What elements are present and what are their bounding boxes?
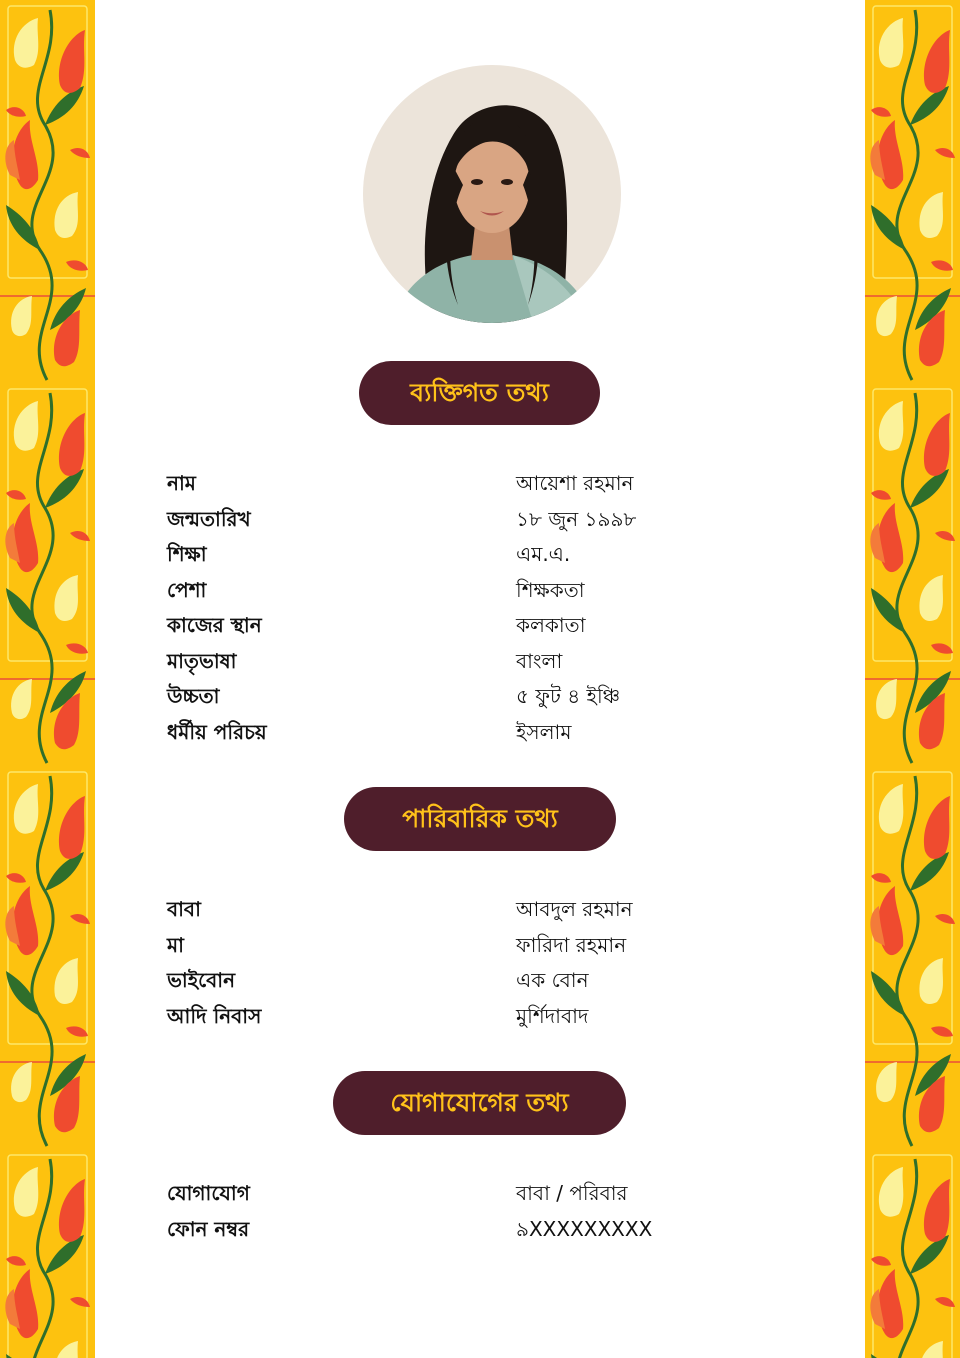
info-row xyxy=(167,999,727,1035)
info-row xyxy=(167,679,727,715)
family-info-list xyxy=(167,892,727,1034)
info-label: পেশা xyxy=(167,577,207,602)
profile-photo xyxy=(363,65,621,323)
info-row xyxy=(167,502,727,538)
info-value: আয়েশা রহমান xyxy=(516,471,634,495)
info-value: কলকাতা xyxy=(516,613,586,637)
info-value: ৯XXXXXXXXX xyxy=(516,1216,653,1241)
info-value: বাবা / পরিবার xyxy=(516,1181,628,1205)
personal-info-list xyxy=(167,466,727,750)
info-value: আবদুল রহমান xyxy=(516,897,633,921)
section-title-personal: ব্যক্তিগত তথ্য xyxy=(359,361,600,425)
info-label: উচ্চতা xyxy=(167,684,220,708)
info-row xyxy=(167,963,727,999)
info-value: মুর্শিদাবাদ xyxy=(516,1003,589,1028)
info-row xyxy=(167,928,727,964)
section-title-contact: যোগাযোগের তথ্য xyxy=(333,1071,626,1135)
info-row xyxy=(167,892,727,928)
info-value: ৫ ফুট ৪ ইঞ্চি xyxy=(516,684,621,708)
info-label: ধর্মীয় পরিচয় xyxy=(167,719,267,744)
floral-pattern-icon xyxy=(0,0,95,1358)
info-value: শিক্ষকতা xyxy=(516,577,585,602)
info-value: বাংলা xyxy=(516,648,563,673)
info-label: কাজের স্থান xyxy=(167,613,262,637)
info-label: জন্মতারিখ xyxy=(167,506,251,531)
floral-pattern-icon xyxy=(865,0,960,1358)
right-floral-border xyxy=(865,0,960,1358)
info-value: এম.এ. xyxy=(516,542,571,566)
info-row xyxy=(167,573,727,609)
info-value: ১৮ জুন ১৯৯৮ xyxy=(516,506,637,531)
left-floral-border xyxy=(0,0,95,1358)
info-row xyxy=(167,466,727,502)
info-row xyxy=(167,644,727,680)
info-label: ফোন নম্বর xyxy=(167,1216,250,1241)
profile-photo-icon xyxy=(363,65,621,323)
info-label: আদি নিবাস xyxy=(167,1003,262,1028)
info-label: শিক্ষা xyxy=(167,542,207,566)
info-row xyxy=(167,715,727,751)
info-label: বাবা xyxy=(167,897,201,921)
info-value: ইসলাম xyxy=(516,719,572,744)
section-title-family: পারিবারিক তথ্য xyxy=(344,787,616,851)
info-label: যোগাযোগ xyxy=(167,1181,250,1205)
info-row xyxy=(167,537,727,573)
info-value: ফারিদা রহমান xyxy=(516,932,627,957)
info-label: নাম xyxy=(167,471,196,495)
info-label: মাতৃভাষা xyxy=(167,648,237,673)
contact-info-list xyxy=(167,1176,727,1247)
info-row xyxy=(167,1212,727,1248)
info-label: মা xyxy=(167,932,184,957)
info-value: এক বোন xyxy=(516,968,589,992)
info-label: ভাইবোন xyxy=(167,968,236,992)
info-row xyxy=(167,608,727,644)
info-row xyxy=(167,1176,727,1212)
